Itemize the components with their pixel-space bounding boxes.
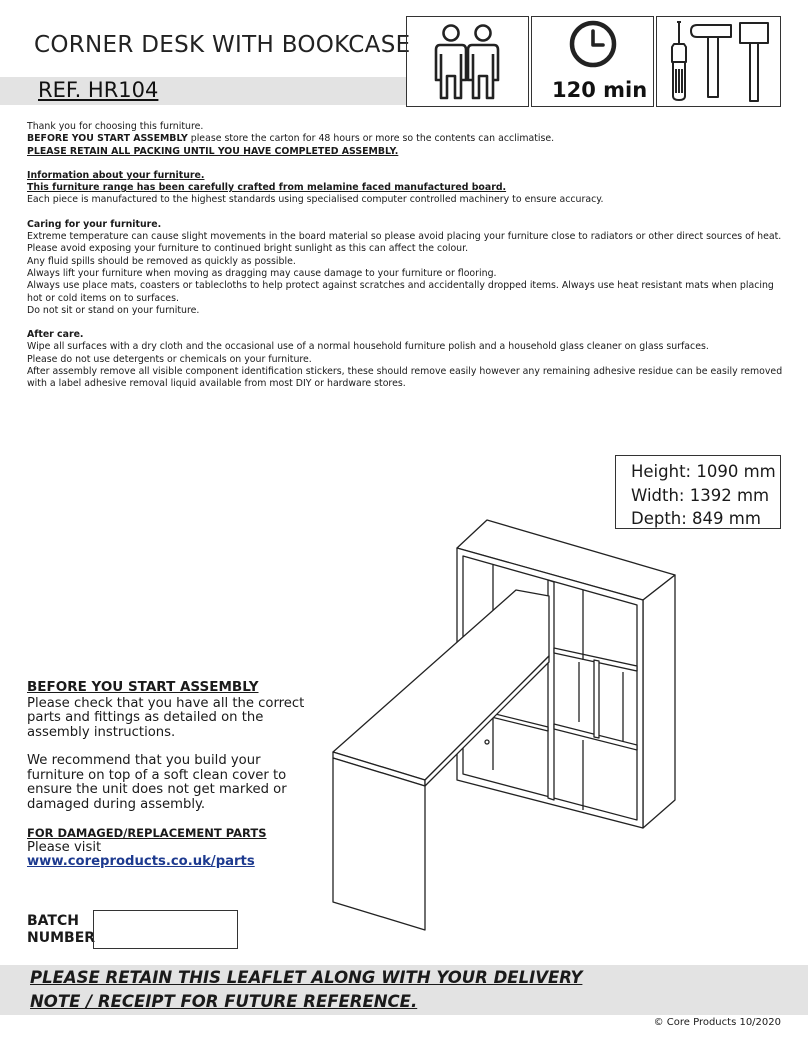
tools-box <box>656 16 781 107</box>
clock-icon <box>532 17 653 77</box>
intro-rest: please store the carton for 48 hours or more so the contents can acclimatise. <box>187 133 555 145</box>
caring-heading: Caring for your furniture. <box>27 218 162 230</box>
batch-label-line1: BATCH <box>27 913 79 929</box>
visit-text: Please visit <box>27 839 102 855</box>
page-title: CORNER DESK WITH BOOKCASE <box>34 32 411 58</box>
intro-bold: BEFORE YOU START ASSEMBLY <box>27 133 188 145</box>
width-dimension: Width: 1392 mm <box>631 485 770 505</box>
reference-code: REF. HR104 <box>38 78 159 102</box>
caring-line: Please avoid exposing your furniture to continued bright sunlight as this can affect the colour. <box>27 243 469 255</box>
info-heading: Information about your furniture. <box>27 169 205 181</box>
retain-leaflet-notice <box>30 966 582 1014</box>
assembly-time: 120 min <box>552 78 648 102</box>
info-line: Each piece is manufactured to the highest standards using specialised computer controlled machinery to ensure accuracy. <box>27 194 604 206</box>
height-dimension: Height: 1090 mm <box>631 462 776 481</box>
caring-line: Do not sit or stand on your furniture. <box>27 304 200 316</box>
retain-line1: PLEASE RETAIN THIS LEAFLET ALONG WITH YOUR DELIVERY <box>30 968 583 987</box>
info-line: This furniture range has been carefully crafted from melamine faced manufactured board. <box>27 182 507 194</box>
aftercare-heading: After care. <box>27 329 84 341</box>
tools-icon <box>657 17 780 106</box>
aftercare-line: Please do not use detergents or chemicals on your furniture. <box>27 353 312 365</box>
retain-line2: NOTE / RECEIPT FOR FUTURE REFERENCE. <box>30 992 418 1011</box>
care-information <box>27 121 787 391</box>
recommend-text: We recommend that you build your furniture on top of a soft clean cover to ensure the unit does not get marked or damaged during assembly. <box>27 753 287 812</box>
caring-line: Any fluid spills should be removed as quickly as possible. <box>27 255 296 267</box>
depth-dimension: Depth: 849 mm <box>631 509 761 528</box>
batch-number-field[interactable] <box>93 910 238 949</box>
copyright: © Core Products 10/2020 <box>653 1017 781 1028</box>
caring-line: Always use place mats, coasters or tablecloths to help protect against scratches and accidentally dropped items. Always use heat resistant mats when placing hot or cold items on to surfaces. <box>27 280 774 304</box>
aftercare-line: After assembly remove all visible component identification stickers, these should remove easily however any remaining adhesive residue can be easily removed with a label adhesive removal liquid available from most DIY or hardware stores. <box>27 366 783 390</box>
corner-desk-illustration <box>325 515 680 935</box>
before-heading: BEFORE YOU START ASSEMBLY <box>27 679 259 695</box>
parts-link[interactable]: www.coreproducts.co.uk/parts <box>27 854 255 869</box>
intro-line: Thank you for choosing this furniture. <box>27 121 204 132</box>
retain-packing-notice: PLEASE RETAIN ALL PACKING UNTIL YOU HAVE COMPLETED ASSEMBLY. <box>27 145 399 157</box>
damaged-parts-heading: FOR DAMAGED/REPLACEMENT PARTS <box>27 826 267 840</box>
persons-box <box>406 16 529 107</box>
batch-label <box>27 913 95 947</box>
aftercare-line: Wipe all surfaces with a dry cloth and the occasional use of a normal household furniture polish and a household glass cleaner on glass surfaces. <box>27 341 709 353</box>
caring-line: Extreme temperature can cause slight movements in the board material so please avoid placing your furniture close to radiators or other direct sources of heat. <box>27 231 782 243</box>
two-persons-icon <box>407 17 528 106</box>
caring-line: Always lift your furniture when moving as dragging may cause damage to your furniture or flooring. <box>27 267 497 279</box>
before-assembly-section <box>27 680 317 870</box>
check-parts-text: Please check that you have all the correct parts and fittings as detailed on the assembly instructions. <box>27 695 305 740</box>
intro-line <box>27 133 787 145</box>
batch-label-line2: NUMBER <box>27 930 96 946</box>
